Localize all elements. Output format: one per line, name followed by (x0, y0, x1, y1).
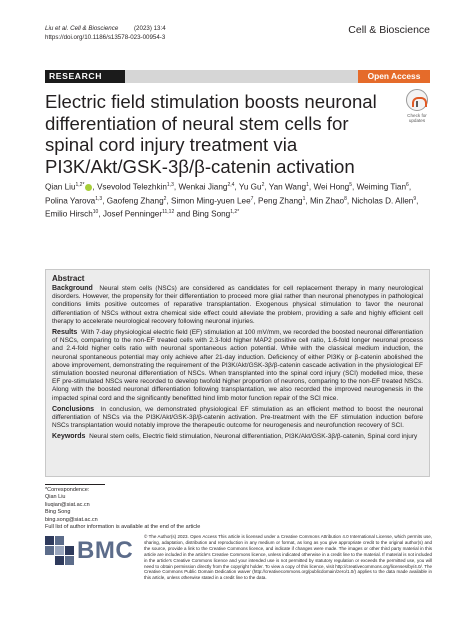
article-meta (45, 24, 180, 42)
author-name[interactable]: Emilio Hirsch (45, 209, 93, 219)
bmc-wordmark: BMC (77, 537, 134, 564)
correspondence-email[interactable]: liuqian@siat.ac.cn (45, 501, 90, 508)
author-affiliation: 11,12 (162, 209, 175, 216)
author-name[interactable]: Simon Ming-yuen Lee (171, 196, 251, 206)
author-affiliation: 7 (250, 195, 254, 202)
author-affiliation: 2 (261, 182, 265, 188)
section-text: In conclusion, we demonstrated physiological EF stimulation as an efficient method to boost the neuronal differentiation of NSCs via the PI3K/Akt/GSK-3β/β-catenin activation. Pre-treatment with the EF stimulation induction before NSCs transplantation would notably improve the therapeutic outcome for neurogenesis and neurofunction recovery of SCI. (52, 405, 423, 430)
license-text: © The Author(s) 2023. Open Access This article is licensed under a Creative Commons Attribution 4.0 International License, which permits use, sharing, adaptation, distribution and reproduction in any medium or format, as long as you give appropriate credit to the original author(s) and the source, provide a link to the Creative Commons licence, and indicate if changes were made. The images or other third party material in this article are included in the article's Creative Commons licence, unless indicated otherwise in a credit line to the material. If material is not included in the article's Creative Commons licence and your intended use is not permitted by statutory regulation or exceeds the permitted use, you will need to obtain permission directly from the copyright holder. To view a copy of this licence, visit http://creativecommons.org/licenses/by/4.0/. The Creative Commons Public Domain Dedication waiver (http://creativecommons.org/publicdomain/zero/1.0/) applies to the data made available in this article, unless otherwise stated in a credit line to the data. (144, 534, 432, 581)
correspondence (45, 487, 215, 531)
author-affiliation: 2 (163, 195, 167, 202)
section-text: With 7-day physiological electric field (EF) stimulation at 100 mV/mm, we recorded the boosted neuronal differentiation of NSCs, comparing to the non-EF treated cells with 2.3-fold higher MAP2 positive cell ratio, 1.6-fold longer neuronal process and 2.4-fold higher cells ratio with neuronal spontaneous action potential. While with the classical medium induction, the neuronal spontaneous potential may only achieve after 21-day induction. Deficiency of either PI3Kγ or β-catenin abolished the above improvement, demonstrating the requirement of the PI3K/Akt/GSK-3β/β-catenin cascade activation in the physiological EF stimulation boosted neuronal differentiation of NSCs. When transplanted into the spinal cord injury (SCI) modelled mice, these EF pre-stimulated NSCs were recorded to develop twofold higher proportion of neurons, comparing to the non-EF treated NSCs. Along with the boosted neuronal differentiation following transplantation, we also recorded the improved neurogenesis in the impacted spinal cord and the significantly benefitted hind limb motor function repair of the SCI mice. (52, 329, 423, 402)
footnote-divider (45, 484, 105, 485)
abstract-heading: Abstract (52, 274, 85, 283)
citation: Liu et al. Cell & Bioscience (45, 25, 119, 32)
bmc-logo (45, 536, 135, 566)
author-name[interactable]: Peng Zhang (258, 196, 303, 206)
author-affiliation: 1 (306, 182, 309, 188)
abstract-background (52, 285, 423, 326)
doi-link[interactable]: https://doi.org/10.1186/s13578-023-00954-3 (45, 34, 166, 41)
correspondence-name: Qian Liu (45, 494, 66, 501)
check-updates-line1: Check for (407, 113, 427, 118)
article-title: Electric field stimulation boosts neuronal differentiation of neural stem cells for spinal cord injury treatment via PI3K/Akt/GSK-3β/β-catenin activation (45, 91, 377, 177)
article-type-label: RESEARCH (45, 70, 125, 83)
open-access-badge: Open Access (358, 70, 430, 83)
author-affiliation: 2,4 (227, 182, 235, 188)
author-affiliation: 1,2* (230, 209, 240, 216)
author-affiliation: 1,3 (95, 195, 103, 202)
correspondence-email[interactable]: bing.song@siat.ac.cn (45, 516, 98, 523)
check-updates-line2: updates (408, 118, 426, 124)
author-name[interactable]: Gaofeng Zhang (106, 196, 164, 206)
check-updates-icon (406, 89, 428, 111)
author-affiliation: 1,3 (166, 182, 174, 188)
correspondence-name: Bing Song (45, 509, 71, 516)
abstract-conclusions (52, 406, 423, 431)
author-affiliation: 5 (349, 182, 353, 188)
section-text: Neural stem cells (NSCs) are considered as candidates for cell replacement therapy in many neurological disorders. However, the propensity for their differentiation to proceed more glial rather than neuronal phenotypes in pathological conditions limits positive outcomes of reparative transplantation. Exogenous physical stimulation to favor the neuronal differentiation of NSCs without extra chemical side effect could alleviate the problem, providing a safe and highly efficient cell therapy to accelerate neurological recovery following neuronal injuries. (52, 285, 423, 325)
author-affiliation: 1 (302, 195, 306, 202)
author-name[interactable]: Wei Hong (313, 182, 350, 192)
orcid-icon[interactable] (85, 184, 92, 191)
author-name[interactable]: Josef Penninger (102, 209, 163, 219)
author-affiliation: 9 (413, 195, 417, 202)
author-info-note: Full list of author information is available at the end of the article (45, 524, 201, 531)
section-label: Keywords (52, 433, 86, 441)
author-name[interactable]: Nicholas D. Allen (351, 196, 414, 206)
author-name[interactable]: Yu Gu (238, 182, 262, 192)
abstract-results (52, 329, 423, 403)
author-name[interactable]: Weiming Tian (356, 182, 407, 192)
author-affiliation: 6 (406, 182, 409, 188)
journal-name: Cell & Bioscience (348, 24, 430, 36)
year-issue: (2023) 13:4 (134, 25, 166, 32)
check-for-updates-button[interactable] (404, 89, 430, 123)
author-name[interactable]: Qian Liu (45, 182, 76, 192)
section-label: Background (52, 285, 93, 292)
author-affiliation: 10 (92, 209, 99, 216)
author-name[interactable]: Vsevolod Telezhkin (96, 182, 167, 192)
abstract-box (45, 269, 430, 477)
author-affiliation: 8 (344, 195, 347, 202)
section-text: Neural stem cells, Electric field stimulation, Neuronal differentiation, PI3K/Akt/GSK-3β/β-catenin, Spinal cord injury (89, 433, 418, 441)
author-list: Qian Liu$^{1,2*}$ , Vsevolod Telezhkin$^{1,3}$, Wenkai Jiang$^{2,4}$, Yu Gu$^2$, Yan Wang$^1$, Wei Hong$^5$, Weiming Tian$^6$, Polina Yarova$^{1,3}$, Gaofeng Zhang$^2$, Simon Ming-yuen Lee$^7$, Peng Zhang$^1$, Min Zhao$^8$, Nicholas D. Allen$^9$, Emilio Hirsch$^{10}$, Josef Penninger$^{11,12}$ and Bing Song$^{1,2*}$ (45, 182, 419, 219)
author-name[interactable]: Polina Yarova (45, 196, 96, 206)
author-name[interactable]: Wenkai Jiang (178, 182, 228, 192)
author-name[interactable]: Yan Wang (268, 182, 307, 192)
author-affiliation: 1,2* (75, 182, 85, 188)
bmc-squares-icon (45, 536, 75, 566)
author-name[interactable]: Min Zhao (309, 196, 345, 206)
correspondence-label: *Correspondence: (45, 487, 90, 493)
section-label: Results (52, 329, 78, 337)
abstract-keywords (52, 433, 423, 441)
author-name[interactable]: Bing Song (192, 209, 231, 219)
section-label: Conclusions (52, 405, 95, 413)
